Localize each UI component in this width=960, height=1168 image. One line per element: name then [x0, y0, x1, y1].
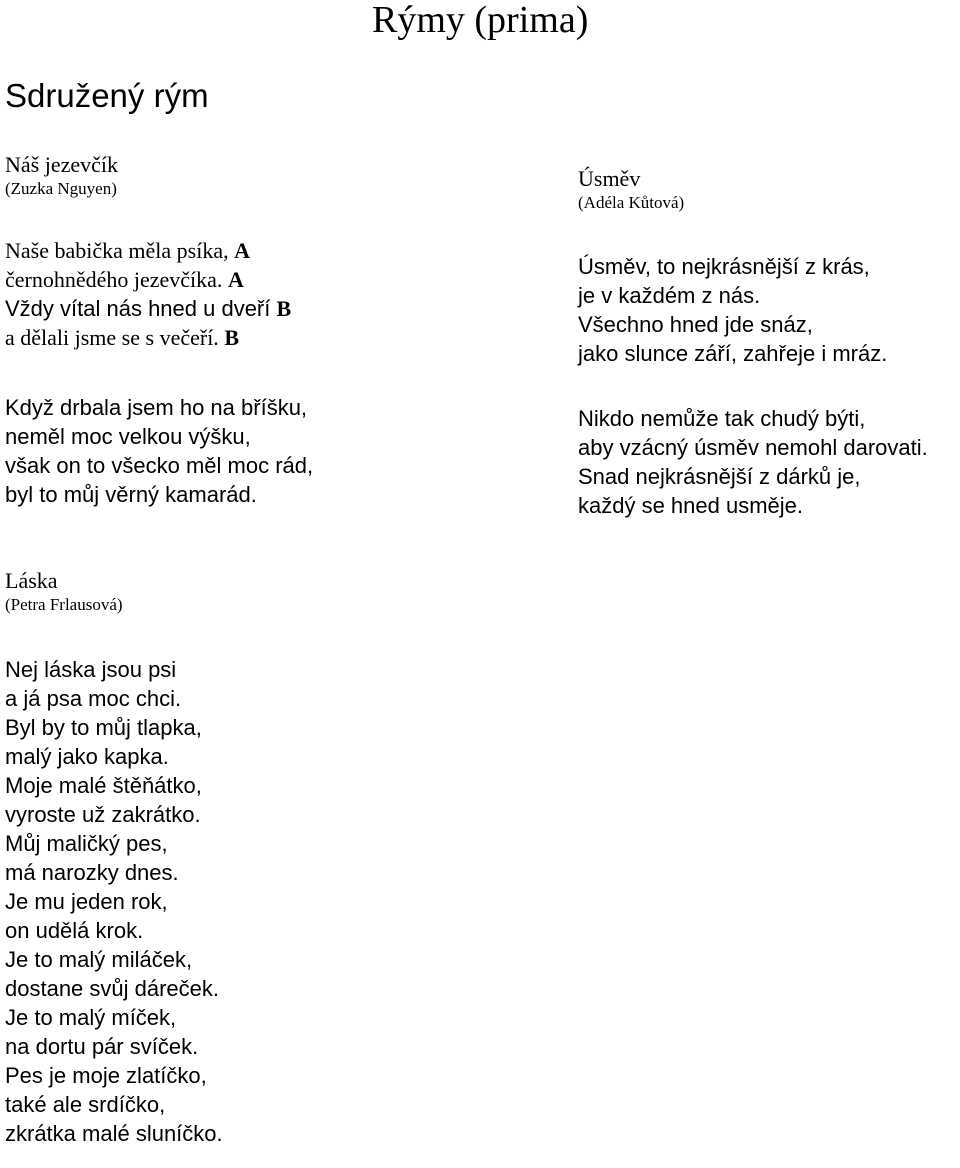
poem-line: on udělá krok. [5, 918, 144, 943]
poem-line: Můj maličký pes, [5, 831, 168, 856]
poem-title: Láska [5, 568, 58, 593]
poem-author: (Adéla Kůtová) [578, 193, 685, 212]
line-text: černohnědého jezevčíka. [5, 267, 223, 292]
rhyme-mark: B [276, 296, 292, 321]
rhyme-mark: A [234, 238, 250, 263]
poem-line [5, 236, 291, 265]
poem-line: Je mu jeden rok, [5, 889, 168, 914]
poem-line: Je to malý míček, [5, 1005, 177, 1030]
poem-line: Snad nejkrásnější z dárků je, [578, 464, 861, 489]
poem-line: má narozky dnes. [5, 860, 179, 885]
poem-line: zkrátka malé sluníčko. [5, 1121, 223, 1146]
poem-line: každý se hned usměje. [578, 493, 804, 518]
poem-line: Moje malé štěňátko, [5, 773, 202, 798]
page-title: Rýmy (prima) [372, 0, 589, 41]
poem-jezevcik [5, 152, 118, 200]
poem-line: Všechno hned jde snáz, [578, 312, 813, 337]
poem-line: je v každém z nás. [578, 283, 761, 308]
poem-stanza [5, 393, 313, 509]
rhyme-mark: A [227, 267, 244, 292]
poem-line: na dortu pár svíček. [5, 1034, 199, 1059]
poem-line [5, 323, 291, 352]
poem-stanza [5, 236, 291, 352]
rhyme-mark: B [224, 325, 239, 350]
poem-laska [5, 568, 123, 616]
poem-line: a já psa moc chci. [5, 686, 182, 711]
poem-line: Pes je moje zlatíčko, [5, 1063, 207, 1088]
line-text: a dělali jsme se s večeří. [5, 325, 219, 350]
poem-line: Je to malý miláček, [5, 947, 193, 972]
poem-line: dostane svůj dáreček. [5, 976, 220, 1001]
poem-line: byl to můj věrný kamarád. [5, 482, 257, 507]
line-text: Vždy vítal nás hned u dveří [5, 296, 271, 321]
poem-line: také ale srdíčko, [5, 1092, 166, 1117]
poem-line: Nikdo nemůže tak chudý býti, [578, 406, 866, 431]
poem-line: Byl by to můj tlapka, [5, 715, 202, 740]
poem-stanza [5, 655, 223, 1148]
poem-title: Úsměv [578, 166, 641, 191]
poem-usmev [578, 166, 684, 214]
poem-author: (Petra Frlausová) [5, 595, 123, 614]
poem-line: jako slunce září, zahřeje i mráz. [578, 341, 888, 366]
poem-line [5, 265, 291, 294]
poem-line: Když drbala jsem ho na bříšku, [5, 395, 308, 420]
poem-stanza [578, 252, 887, 368]
poem-line: Úsměv, to nejkrásnější z krás, [578, 254, 870, 279]
poem-line: vyroste už zakrátko. [5, 802, 201, 827]
poem-author: (Zuzka Nguyen) [5, 179, 117, 198]
poem-title: Náš jezevčík [5, 152, 118, 177]
section-heading: Sdružený rým [5, 77, 209, 114]
poem-stanza [578, 404, 928, 520]
poem-line [5, 294, 291, 323]
poem-line: malý jako kapka. [5, 744, 169, 769]
poem-line: neměl moc velkou výšku, [5, 424, 251, 449]
poem-line: však on to všecko měl moc rád, [5, 453, 314, 478]
poem-line: Nej láska jsou psi [5, 657, 177, 682]
poem-line: aby vzácný úsměv nemohl darovati. [578, 435, 928, 460]
line-text: Naše babička měla psíka, [5, 238, 229, 263]
